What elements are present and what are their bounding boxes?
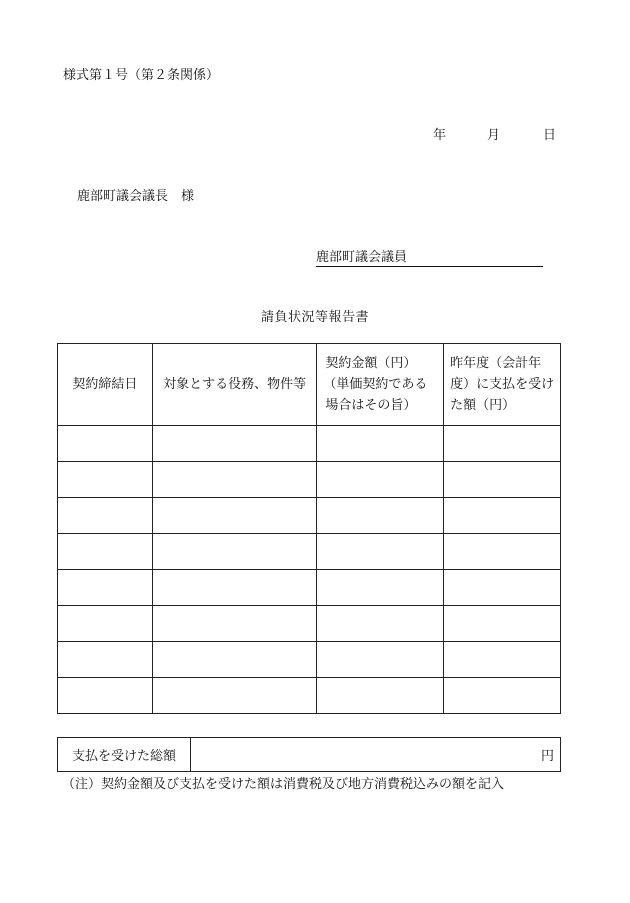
cell-paid-amount[interactable] xyxy=(444,534,561,570)
header-service-object: 対象とする役務、物件等 xyxy=(152,344,317,426)
table-row xyxy=(58,534,561,570)
table-row xyxy=(58,606,561,642)
cell-contract-date[interactable] xyxy=(58,678,153,714)
table-row xyxy=(58,426,561,462)
addressee: 鹿部町議会議長 様 xyxy=(77,189,195,204)
total-unit: 円 xyxy=(540,749,554,764)
cell-contract-amount[interactable] xyxy=(317,642,444,678)
document-title: 請負状況等報告書 xyxy=(260,310,369,325)
total-table xyxy=(57,737,561,772)
cell-service-object[interactable] xyxy=(152,606,317,642)
cell-contract-date[interactable] xyxy=(58,498,153,534)
cell-service-object[interactable] xyxy=(152,462,317,498)
cell-paid-amount[interactable] xyxy=(444,462,561,498)
cell-service-object[interactable] xyxy=(152,678,317,714)
total-row xyxy=(58,738,561,772)
cell-contract-date[interactable] xyxy=(58,570,153,606)
cell-service-object[interactable] xyxy=(152,642,317,678)
date-line xyxy=(433,124,556,143)
cell-contract-amount[interactable] xyxy=(317,498,444,534)
cell-paid-amount[interactable] xyxy=(444,498,561,534)
signer-label: 鹿部町議会議員 xyxy=(316,250,408,265)
cell-contract-amount[interactable] xyxy=(317,462,444,498)
signer-line xyxy=(316,246,543,267)
report-table xyxy=(57,343,561,714)
cell-contract-amount[interactable] xyxy=(317,426,444,462)
table-row xyxy=(58,642,561,678)
total-value-field[interactable] xyxy=(191,738,561,772)
cell-contract-date[interactable] xyxy=(58,534,153,570)
cell-service-object[interactable] xyxy=(152,534,317,570)
cell-contract-date[interactable] xyxy=(58,462,153,498)
cell-paid-amount[interactable] xyxy=(444,606,561,642)
date-day: 日 xyxy=(543,128,557,143)
table-row xyxy=(58,570,561,606)
header-contract-date: 契約締結日 xyxy=(58,344,153,426)
cell-service-object[interactable] xyxy=(152,426,317,462)
cell-contract-amount[interactable] xyxy=(317,570,444,606)
table-row xyxy=(58,462,561,498)
cell-contract-amount[interactable] xyxy=(317,678,444,714)
total-label: 支払を受けた総額 xyxy=(58,738,191,772)
table-body xyxy=(58,426,561,714)
cell-contract-date[interactable] xyxy=(58,426,153,462)
cell-contract-amount[interactable] xyxy=(317,606,444,642)
cell-paid-amount[interactable] xyxy=(444,642,561,678)
header-paid-amount: 昨年度（会計年 度）に支払を受け た額（円） xyxy=(444,344,561,426)
cell-contract-date[interactable] xyxy=(58,642,153,678)
cell-contract-date[interactable] xyxy=(58,606,153,642)
table-header-row xyxy=(58,344,561,426)
header-contract-amount: 契約金額（円） （単価契約である 場合はその旨） xyxy=(317,344,444,426)
cell-paid-amount[interactable] xyxy=(444,570,561,606)
form-number: 様式第１号（第２条関係） xyxy=(63,68,220,83)
date-year: 年 xyxy=(433,128,447,143)
date-month: 月 xyxy=(487,128,501,143)
cell-service-object[interactable] xyxy=(152,498,317,534)
cell-paid-amount[interactable] xyxy=(444,426,561,462)
cell-contract-amount[interactable] xyxy=(317,534,444,570)
cell-paid-amount[interactable] xyxy=(444,678,561,714)
cell-service-object[interactable] xyxy=(152,570,317,606)
table-row xyxy=(58,678,561,714)
footnote: （注）契約金額及び支払を受けた額は消費税及び地方消費税込みの額を記入 xyxy=(62,777,505,792)
table-row xyxy=(58,498,561,534)
